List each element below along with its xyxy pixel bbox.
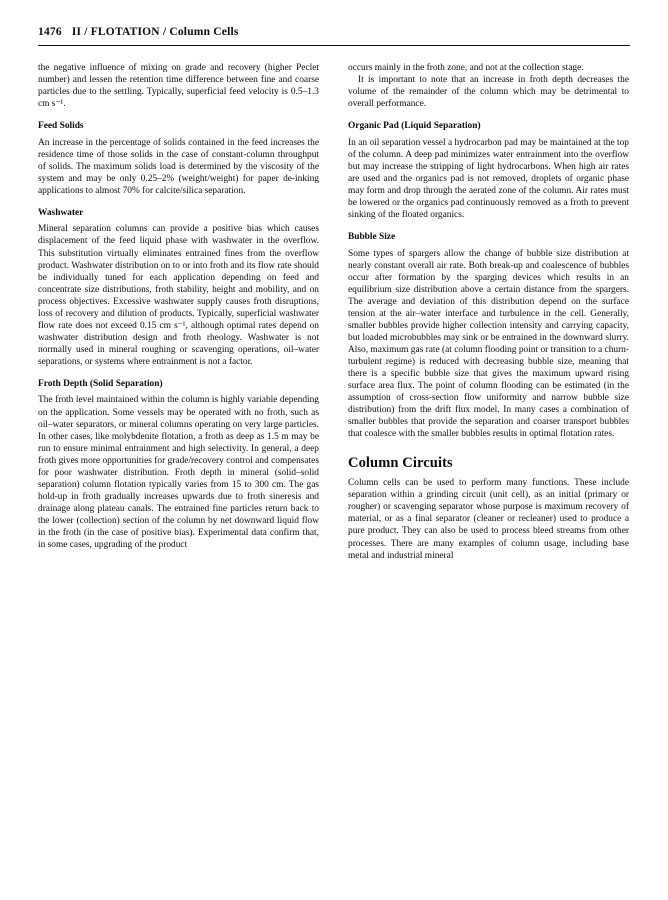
- page-header: [38, 26, 630, 38]
- heading-bubble-size: Bubble Size: [348, 232, 396, 243]
- paragraph: Some types of spargers allow the change of bubble size distribution at nearly constant overall air rate. Both break-up and coalescence of bubbles occur after formation by the sparging devices which results in an equilibrium size distribution above a certain distance from the spargers. The average and deviation of this distribution depend on the surface tension at the air–water interface and turbulence in the cell. Generally, smaller bubbles provide higher collection intensity and carrying capacity, but loaded microbubbles may sink or be entrained in the downward slurry. Also, maximum gas rate (at column flooding point or transition to a churn-turbulent regime) is reduced with decreasing bubble size, meaning that there is a specific bubble size that gives the maximum upward rising surface area flux. The point of column flooding can be estimated (in the assumption of cross-section flow uniformity and narrow bubble size distribution) from the drift flux model. In many cases a combination of smaller bubbles that provide the separation and coarser transport bubbles that coalesce with the smaller bubbles results in optimal flotation rates.: [348, 248, 629, 440]
- paragraph: An increase in the percentage of solids contained in the feed increases the residence time of those solids in the case of constant-column throughput of solids. The maximum solids load is determined by the viscosity of the system and may be only 0.25–2% (weight/weight) for paper de-inking applications to almost 70% for calcite/silica separation.: [38, 137, 319, 196]
- left-column: [38, 62, 319, 882]
- body-columns: [38, 62, 630, 882]
- paragraph: It is important to note that an increase in froth depth decreases the volume of the remainder of the column which may be detrimental to overall performance.: [348, 75, 629, 110]
- heading-froth-depth: Froth Depth (Solid Separation): [38, 378, 163, 389]
- header-divider: [38, 45, 630, 46]
- paragraph: The froth level maintained within the column is highly variable depending on the application. Some vessels may be operated with no froth, such as oil–water separators, or mineral columns operating on very large particles. In other cases, like molybdenite flotation, a froth as deep as 1.5 m may be run to ensure minimal entrainment and high selectivity. In general, a deep froth gives more opportunities for grade/recovery control and compensates for poor washwater distribution. Froth depth in mineral (solid–solid separation) column flotation typically varies from 15 to 300 cm. The gas hold-up in froth gradually increases upwards due to froth sineresis and drainage along plateau canals. The entrained fine particles return back to the lower (collection) section of the column by net downward liquid flow in the froth (in the case of positive bias). Experimental data confirm that, in some cases, upgrading of the product: [38, 395, 319, 551]
- paragraph: Mineral separation columns can provide a positive bias which causes displacement of the feed liquid phase with washwater in the overflow. This substitution virtually eliminates entrained fines from the overflow product. Washwater distribution on to or into froth and its flow rate should be individually tuned for each application depending on feed and concentrate size distributions, froth stability, height and mobility, and on process objectives. Excessive washwater supply causes froth disruptions, loss of recovery and dilution of products. Typically, superficial washwater flow rate does not exceed 0.15 cm s⁻¹, although optimal rates depend on washwater distribution design and froth rheology. Washwater is not normally used in mineral roughing or scavenging operations, oil–water separations, or systems where entrainment is not a factor.: [38, 224, 319, 367]
- running-head: II / FLOTATION / Column Cells: [71, 26, 239, 38]
- paragraph: In an oil separation vessel a hydrocarbon pad may be maintained at the top of the column. A deep pad minimizes water entrainment into the overflow but may increase the stripping of light hydrocarbons. When high air rates are used and the organics pad is not removed, droplets of organic phase may form and drop through the aerated zone of the column. Air rates must be lowered or the organics pad continuously removed as a froth to prevent sinking of the floated organics.: [348, 137, 629, 220]
- heading-organic-pad: Organic Pad (Liquid Separation): [348, 121, 481, 132]
- paragraph: Column cells can be used to perform many functions. These include separation within a grinding circuit (unit cell), as an initial (primary or rougher) or scavenging separator whose purpose is maximum recovery of material, or as a final separator (cleaner or recleaner) used to produce a pure product. They can also be used to process bleed streams from other processes. There are many examples of column usage, including base metal and industrial mineral: [348, 478, 629, 561]
- heading-feed-solids: Feed Solids: [38, 121, 84, 132]
- right-column: [348, 62, 629, 882]
- heading-column-circuits: Column Circuits: [348, 455, 453, 472]
- paragraph: the negative influence of mixing on grade and recovery (higher Peclet number) and lessen the retention time difference between fine and coarse particles due to the settling. Typically, superficial feed velocity is 0.5–1.3 cm s⁻¹.: [38, 63, 319, 110]
- heading-washwater: Washwater: [38, 207, 84, 218]
- page-number: 1476: [38, 26, 62, 38]
- paragraph: occurs mainly in the froth zone, and not at the collection stage.: [348, 63, 584, 73]
